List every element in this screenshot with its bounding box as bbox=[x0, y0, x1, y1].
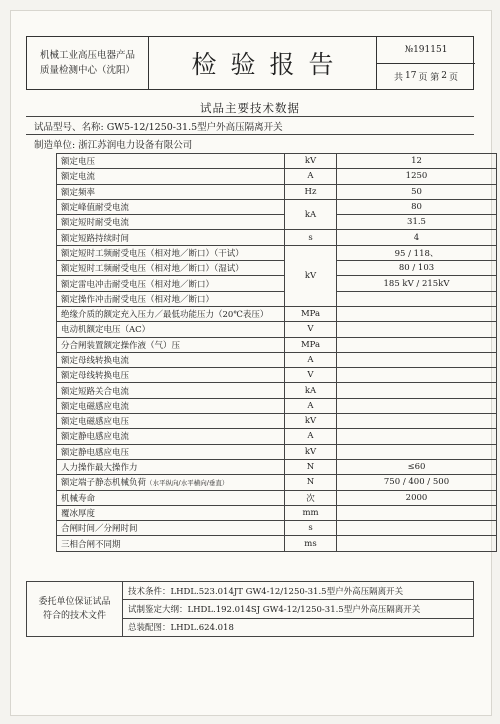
table-row bbox=[57, 414, 497, 429]
unit-cell: kV bbox=[285, 414, 337, 429]
report-title: 检验报告 bbox=[149, 37, 377, 89]
param-cell: 额定峰值耐受电流 bbox=[57, 199, 285, 214]
table-row bbox=[57, 352, 497, 367]
unit-cell: V bbox=[285, 368, 337, 383]
value-cell bbox=[337, 429, 497, 444]
manufacturer-value: 浙江苏润电力设备有限公司 bbox=[78, 139, 193, 151]
value-cell bbox=[337, 352, 497, 367]
value-cell bbox=[337, 337, 497, 352]
value-cell bbox=[337, 505, 497, 520]
current-page: 2 bbox=[441, 71, 448, 82]
param-cell: 额定母线转换电流 bbox=[57, 352, 285, 367]
param-cell: 绝缘介质的额定充入压力／最低功能压力（20℃表压） bbox=[57, 306, 285, 321]
unit-cell: s bbox=[285, 521, 337, 536]
table-row bbox=[57, 429, 497, 444]
table-row bbox=[57, 521, 497, 536]
table-row bbox=[57, 475, 497, 490]
model-value: GW5-12/1250-31.5型户外高压隔离开关 bbox=[106, 121, 283, 133]
param-cell: 三相合闸不同期 bbox=[57, 536, 285, 551]
report-number: №191151 bbox=[377, 37, 475, 64]
table-row bbox=[57, 490, 497, 505]
documents-label: 委托单位保证试品 符合的技术文件 bbox=[27, 582, 123, 636]
value-cell bbox=[337, 444, 497, 459]
value-cell: 95 / 118、 bbox=[337, 245, 497, 260]
value-cell bbox=[337, 383, 497, 398]
value-cell bbox=[337, 306, 497, 321]
unit-cell: kV bbox=[285, 245, 337, 306]
value-cell bbox=[337, 368, 497, 383]
value-cell: 31.5 bbox=[337, 215, 497, 230]
table-row bbox=[57, 322, 497, 337]
report-meta bbox=[377, 37, 475, 89]
unit-cell: MPa bbox=[285, 337, 337, 352]
value-cell: 750 / 400 / 500 bbox=[337, 475, 497, 490]
value-cell bbox=[337, 536, 497, 551]
technical-data-table bbox=[56, 153, 497, 552]
manufacturer-label: 制造单位: bbox=[34, 139, 76, 151]
table-row bbox=[57, 291, 497, 306]
param-cell: 分合闸装置额定操作液（气）压 bbox=[57, 337, 285, 352]
org-line-2: 质量检测中心（沈阳） bbox=[39, 65, 135, 76]
table-row bbox=[57, 459, 497, 474]
table-row bbox=[57, 368, 497, 383]
table-row bbox=[57, 245, 497, 260]
param-cell: 额定雷电冲击耐受电压（相对地／断口） bbox=[57, 276, 285, 291]
param-cell: 额定母线转换电压 bbox=[57, 368, 285, 383]
supporting-documents bbox=[26, 581, 474, 637]
param-cell: 额定端子静态机械负荷（水平纵向/水平横向/垂直） bbox=[57, 475, 285, 490]
unit-cell: 次 bbox=[285, 490, 337, 505]
param-subnote: （水平纵向/水平横向/垂直） bbox=[146, 479, 229, 488]
unit-cell: A bbox=[285, 398, 337, 413]
table-row bbox=[57, 337, 497, 352]
org-line-1: 机械工业高压电器产品 bbox=[39, 50, 135, 61]
unit-cell: V bbox=[285, 322, 337, 337]
value-cell: 1250 bbox=[337, 169, 497, 184]
table-row bbox=[57, 169, 497, 184]
unit-cell: s bbox=[285, 230, 337, 245]
table-row bbox=[57, 444, 497, 459]
table-row bbox=[57, 261, 497, 276]
param-cell: 额定频率 bbox=[57, 184, 285, 199]
param-cell: 额定电压 bbox=[57, 154, 285, 169]
param-cell: 额定短时耐受电流 bbox=[57, 215, 285, 230]
unit-cell: A bbox=[285, 169, 337, 184]
value-cell: 80 bbox=[337, 199, 497, 214]
unit-cell: ms bbox=[285, 536, 337, 551]
tech-conditions: 技术条件：LHDL.523.014JT GW4-12/1250-31.5型户外高压隔离开关 bbox=[123, 582, 473, 600]
report-header bbox=[26, 36, 474, 90]
table-row bbox=[57, 230, 497, 245]
table-row bbox=[57, 398, 497, 413]
manufacturer-row bbox=[26, 134, 474, 152]
unit-cell: mm bbox=[285, 505, 337, 520]
value-cell: 50 bbox=[337, 184, 497, 199]
param-cell: 额定短路持续时间 bbox=[57, 230, 285, 245]
param-cell: 额定操作冲击耐受电压（相对地／断口） bbox=[57, 291, 285, 306]
table-row bbox=[57, 505, 497, 520]
unit-cell: N bbox=[285, 459, 337, 474]
value-cell: ≤60 bbox=[337, 459, 497, 474]
test-outline: 试制鉴定大纲：LHDL.192.014SJ GW4-12/1250-31.5型户外高压隔离开关 bbox=[123, 600, 473, 618]
param-cell: 人力操作最大操作力 bbox=[57, 459, 285, 474]
table-row bbox=[57, 215, 497, 230]
table-row bbox=[57, 383, 497, 398]
param-cell: 额定短路关合电流 bbox=[57, 383, 285, 398]
sample-model-row bbox=[26, 116, 474, 134]
value-cell bbox=[337, 291, 497, 306]
value-cell: 80 / 103 bbox=[337, 261, 497, 276]
param-cell: 额定短时工频耐受电压（相对地／断口）（干试） bbox=[57, 245, 285, 260]
section-title: 试品主要技术数据 bbox=[200, 101, 300, 115]
value-cell bbox=[337, 322, 497, 337]
table-row bbox=[57, 199, 497, 214]
value-cell bbox=[337, 521, 497, 536]
unit-cell: Hz bbox=[285, 184, 337, 199]
param-cell: 覆冰厚度 bbox=[57, 505, 285, 520]
total-pages: 17 bbox=[404, 71, 417, 82]
param-cell: 额定电流 bbox=[57, 169, 285, 184]
param-cell: 额定电磁感应电压 bbox=[57, 414, 285, 429]
param-cell: 电动机额定电压（AC） bbox=[57, 322, 285, 337]
param-cell: 额定电磁感应电流 bbox=[57, 398, 285, 413]
value-cell bbox=[337, 414, 497, 429]
documents-list bbox=[123, 582, 473, 636]
param-cell: 合闸时间／分闸时间 bbox=[57, 521, 285, 536]
unit-cell: N bbox=[285, 475, 337, 490]
unit-cell: kA bbox=[285, 199, 337, 230]
value-cell: 2000 bbox=[337, 490, 497, 505]
model-label: 试品型号、名称: bbox=[34, 121, 104, 133]
page-indicator: 共 17 页 第 2 页 bbox=[393, 71, 459, 83]
assembly-drawing: 总装配图：LHDL.624.018 bbox=[128, 623, 234, 634]
unit-cell: A bbox=[285, 352, 337, 367]
value-cell: 12 bbox=[337, 154, 497, 169]
unit-cell: MPa bbox=[285, 306, 337, 321]
unit-cell: A bbox=[285, 429, 337, 444]
testing-center bbox=[27, 37, 149, 89]
table-row bbox=[57, 276, 497, 291]
param-cell: 机械寿命 bbox=[57, 490, 285, 505]
param-cell: 额定静电感应电压 bbox=[57, 444, 285, 459]
table-row bbox=[57, 536, 497, 551]
table-row bbox=[57, 154, 497, 169]
table-row bbox=[57, 184, 497, 199]
value-cell: 4 bbox=[337, 230, 497, 245]
table-row bbox=[57, 306, 497, 321]
param-cell: 额定短时工频耐受电压（相对地／断口）（湿试） bbox=[57, 261, 285, 276]
unit-cell: kV bbox=[285, 154, 337, 169]
unit-cell: kA bbox=[285, 383, 337, 398]
value-cell bbox=[337, 398, 497, 413]
value-cell: 185 kV / 215kV bbox=[337, 276, 497, 291]
param-cell: 额定静电感应电流 bbox=[57, 429, 285, 444]
unit-cell: kV bbox=[285, 444, 337, 459]
